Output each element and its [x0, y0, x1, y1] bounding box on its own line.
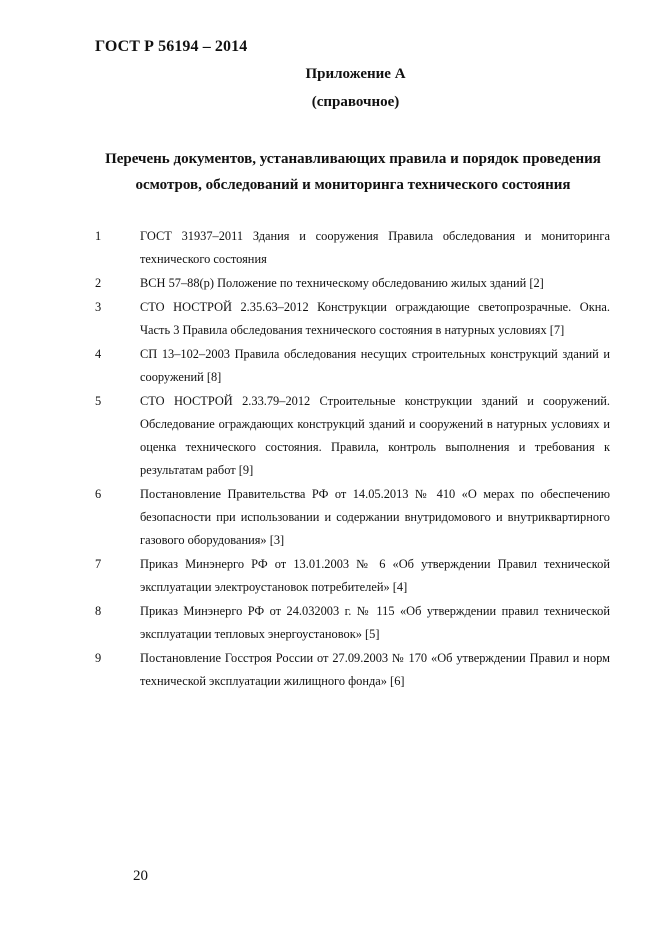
list-heading: Перечень документов, устанавливающих правила и порядок проведения осмотров, обследований и мониторинга технического состояния — [105, 151, 601, 193]
item-number: 9 — [95, 651, 102, 665]
standard-code: ГОСТ Р 56194 – 2014 — [95, 38, 248, 55]
item-text: СТО НОСТРОЙ 2.33.79–2012 Строительные конструкции зданий и сооружений. Обследование ограждающих конструкций зданий и сооружений в натурных условиях и оценка технического состояния. Правила, контроль выполнения и требования к результатам работ [9] — [140, 394, 610, 477]
item-text: СТО НОСТРОЙ 2.35.63–2012 Конструкции ограждающие светопрозрачные. Окна. Часть 3 Правила обследования технического состояния в натурных условиях [7] — [140, 300, 610, 337]
list-item — [95, 553, 610, 599]
item-text: Постановление Госстроя России от 27.09.2003 № 170 «Об утверждении Правил и норм технической эксплуатации жилищного фонда» [6] — [140, 651, 610, 688]
list-item — [95, 225, 610, 271]
appendix-title: Приложение А — [305, 66, 406, 82]
item-number: 8 — [95, 604, 102, 618]
item-number: 4 — [95, 347, 102, 361]
item-text: Приказ Минэнерго РФ от 13.01.2003 № 6 «Об утверждении Правил технической эксплуатации электроустановок потребителей» [4] — [140, 557, 610, 594]
item-text: ВСН 57–88(р) Положение по техническому обследованию жилых зданий [2] — [140, 276, 544, 290]
item-text: Постановление Правительства РФ от 14.05.2013 № 410 «О мерах по обеспечению безопасности при использовании и содержании внутридомового и внутриквартирного газового оборудования» [3] — [140, 487, 610, 547]
item-number: 5 — [95, 394, 102, 408]
list-item — [95, 647, 610, 693]
item-number: 3 — [95, 300, 102, 314]
list-item — [95, 343, 610, 389]
item-number: 2 — [95, 276, 102, 290]
item-number: 7 — [95, 557, 102, 571]
item-text: СП 13–102–2003 Правила обследования несущих строительных конструкций зданий и сооружений [8] — [140, 347, 610, 384]
item-text: Приказ Минэнерго РФ от 24.032003 г. № 115 «Об утверждении правил технической эксплуатации тепловых энергоустановок» [5] — [140, 604, 610, 641]
item-number: 1 — [95, 229, 102, 243]
list-item — [95, 483, 610, 552]
document-list — [95, 225, 610, 694]
list-item — [95, 272, 610, 295]
list-item — [95, 296, 610, 342]
page-number: 20 — [133, 868, 148, 884]
item-text: ГОСТ 31937–2011 Здания и сооружения Правила обследования и мониторинга технического состояния — [140, 229, 610, 266]
item-number: 6 — [95, 487, 102, 501]
list-item — [95, 600, 610, 646]
appendix-subtitle: (справочное) — [311, 94, 400, 110]
list-item — [95, 390, 610, 482]
